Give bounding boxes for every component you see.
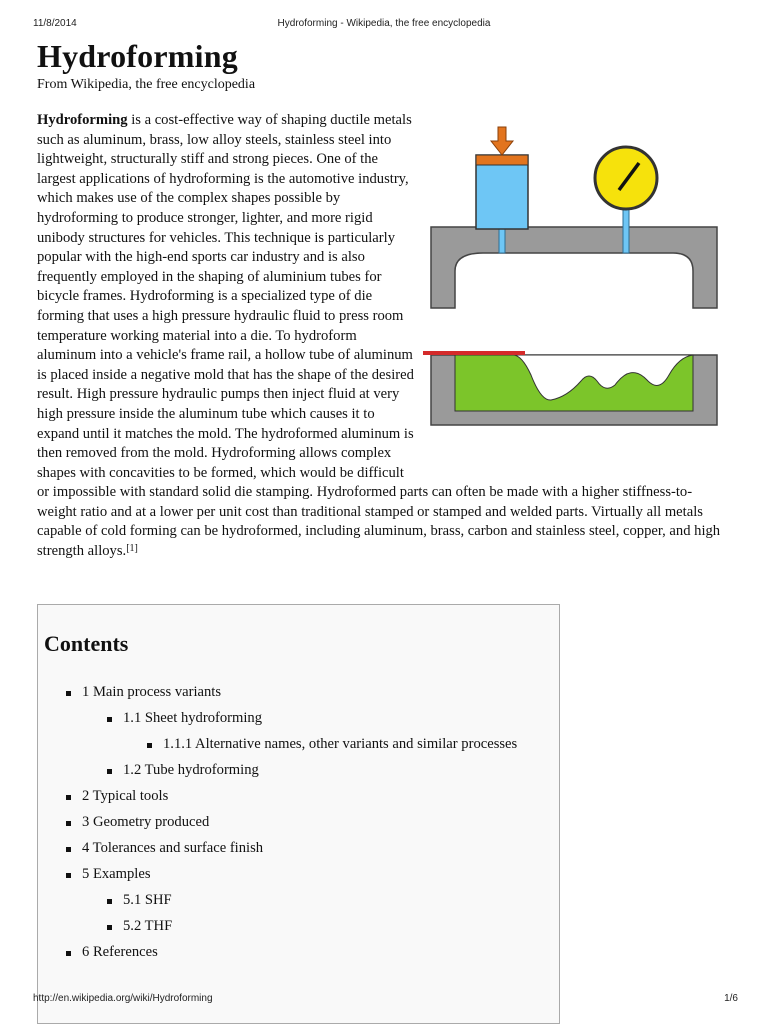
toc-item[interactable]: 4 Tolerances and surface finish xyxy=(82,840,264,856)
toc-item[interactable]: 5.1 SHF xyxy=(123,892,172,908)
toc-item[interactable]: 3 Geometry produced xyxy=(82,814,210,830)
toc-item[interactable]: 5.2 THF xyxy=(123,918,173,934)
toc-item[interactable]: 6 References xyxy=(82,944,158,960)
page-url: http://en.wikipedia.org/wiki/Hydroforming xyxy=(33,993,213,1004)
fluid-channel-right xyxy=(623,209,629,253)
fluid-cylinder xyxy=(476,155,528,229)
toc-item[interactable]: 1.2 Tube hydroforming xyxy=(123,762,259,778)
lead-term: Hydroforming xyxy=(37,112,128,128)
page-title: Hydroforming xyxy=(37,38,238,74)
toc-item[interactable]: 1.1.1 Alternative names, other variants and similar processes xyxy=(163,736,518,752)
lead-text: is a cost-effective way of shaping ductile metals such as aluminum, brass, low alloy steels, stainless steel into lightweight, structurally stiff and strong pieces. One of the largest applications of hydroforming is the automotive industry, which makes use of the complex shapes possible by hydroforming to produce stronger, lighter, and more rigid unibody structures for vehicles. This technique is particularly popular with the high-end sports car industry and is also frequently employed in the shaping of aluminium tubes for bicycle frames. Hydroforming is a specialized type of die forming that uses a high pressure hydraulic fluid to press room temperature working material into a die. To hydroform aluminum into a vehicle's frame rail, a hollow tube of aluminum is placed inside a negative mold that has the shape of the desired result. High pressure hydraulic pumps then inject fluid at very high pressure inside the aluminum tube which causes it to expand until it matches the mold. The hydroformed aluminum is then removed from the mold. Hydroforming allows complex shapes with concavities to be formed, which would be difficult or impossible with standard solid die stamping. Hydroformed parts can often be made with a higher stiffness-to-weight ratio and at a lower per unit cost than traditional stamped or stamped and welded parts. Virtually all metals capable of cold forming can be hydroformed, including aluminum, brass, carbon and stainless steel, copper, and high strength alloys. xyxy=(37,112,721,560)
citation-link[interactable]: [1] xyxy=(126,543,138,555)
toc-item[interactable]: 5 Examples xyxy=(82,866,151,882)
upper-die xyxy=(431,227,717,308)
intro-paragraph xyxy=(37,111,727,562)
print-page-title: Hydroforming - Wikipedia, the free encyclopedia xyxy=(277,18,491,29)
toc-item[interactable]: 1 Main process variants xyxy=(82,684,222,700)
piston xyxy=(476,155,528,165)
metal-sheet xyxy=(423,351,525,355)
page-subtitle: From Wikipedia, the free encyclopedia xyxy=(37,77,256,92)
hydroforming-diagram xyxy=(421,125,721,445)
toc-item[interactable]: 2 Typical tools xyxy=(82,788,169,804)
down-arrow-icon xyxy=(491,127,513,155)
print-date: 11/8/2014 xyxy=(33,18,77,29)
table-of-contents xyxy=(37,604,560,1024)
toc-title: Contents xyxy=(44,631,129,656)
hydroforming-figure xyxy=(427,111,727,479)
toc-item[interactable]: 1.1 Sheet hydroforming xyxy=(123,710,263,726)
page-number: 1/6 xyxy=(724,993,738,1004)
